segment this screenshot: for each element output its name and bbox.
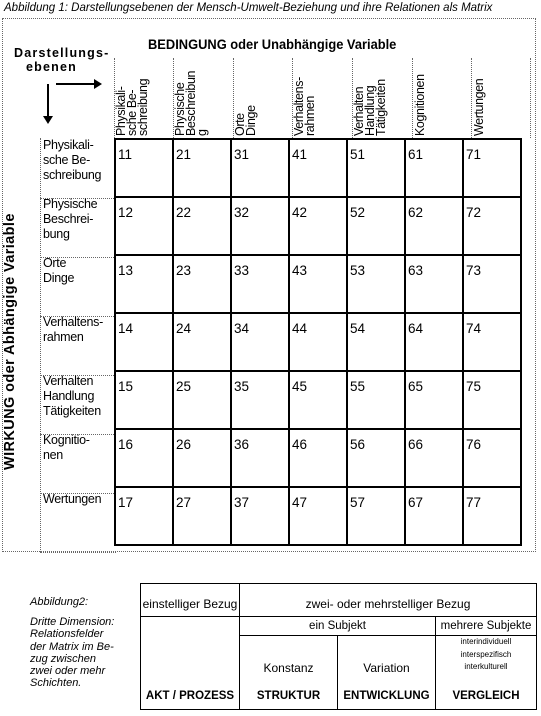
matrix-cell xyxy=(173,487,231,545)
description-line: zwei oder mehr xyxy=(30,665,106,678)
row-header-line: Tätigkeiten xyxy=(43,404,101,418)
cell-number: 54 xyxy=(350,321,366,336)
cell-number: 36 xyxy=(234,437,250,452)
matrix-row xyxy=(115,255,521,313)
cell-number: 15 xyxy=(118,379,134,394)
row-header xyxy=(43,138,115,183)
matrix-row xyxy=(115,313,521,371)
matrix-cell xyxy=(463,487,521,545)
row-header-line: Physische xyxy=(43,197,98,211)
matrix-cell xyxy=(405,487,463,545)
row-header-line: bung xyxy=(43,227,70,241)
matrix-cell xyxy=(347,139,405,197)
matrix-cell xyxy=(289,313,347,371)
matrix-cell xyxy=(115,487,173,545)
row-header-line: Handlung xyxy=(43,389,95,403)
cell-number: 16 xyxy=(118,437,134,452)
matrix-cell xyxy=(347,487,405,545)
cell-number: 55 xyxy=(350,379,366,394)
cell-number: 11 xyxy=(118,147,133,162)
cell-number: 45 xyxy=(292,379,308,394)
column-header xyxy=(415,16,475,136)
row-header-line: Verhaltens- xyxy=(43,315,103,329)
interspezifisch-label: interspezifisch xyxy=(460,650,512,659)
arrow-down-icon xyxy=(47,84,49,122)
cell-number: 62 xyxy=(408,205,424,220)
cell-number: 41 xyxy=(292,147,308,162)
cell-number: 75 xyxy=(466,379,482,394)
matrix-cell xyxy=(231,139,289,197)
row-header-line: Kognitio- xyxy=(43,433,90,447)
cell-number: 17 xyxy=(118,495,134,510)
cell-number: 37 xyxy=(234,495,250,510)
matrix-cell xyxy=(405,371,463,429)
column-header xyxy=(354,16,414,136)
column-header xyxy=(294,16,354,136)
matrix-cell xyxy=(347,313,405,371)
column-header-line: Physikali- xyxy=(114,86,128,136)
cell-number: 64 xyxy=(408,321,424,336)
column-header-line: Tätigkeiten xyxy=(374,79,388,136)
row-divider xyxy=(40,552,116,553)
cell-number: 26 xyxy=(176,437,192,452)
row-header xyxy=(43,256,115,286)
cell-number: 24 xyxy=(176,321,192,336)
column-header-line: Verhaltens- xyxy=(292,77,306,136)
matrix-cell xyxy=(231,487,289,545)
entwicklung-label: ENTWICKLUNG xyxy=(343,690,430,702)
row-header-line: Dinge xyxy=(43,271,75,285)
row-header-line: rahmen xyxy=(43,330,84,344)
mehrstellig-label: zwei- oder mehrstelliger Bezug xyxy=(305,597,471,611)
cell-number: 65 xyxy=(408,379,424,394)
matrix-cell xyxy=(289,197,347,255)
matrix-cell xyxy=(405,429,463,487)
cell-number: 63 xyxy=(408,263,424,278)
row-header-line: Physikali- xyxy=(43,138,94,152)
matrix-cell xyxy=(115,255,173,313)
independent-variable-label: BEDINGUNG oder Unabhängige Variable xyxy=(148,36,397,52)
column-header-line: Wertungen xyxy=(472,78,486,136)
column-header-line: sche Be- xyxy=(125,89,139,136)
corner-label-line1: Darstellungs- xyxy=(14,46,110,60)
mehrere-subjekte-label: mehrere Subjekte xyxy=(440,620,532,632)
cell-number: 42 xyxy=(292,205,308,220)
interindividuell-label: interindividuell xyxy=(460,637,512,646)
row-header-line: Beschrei- xyxy=(43,212,94,226)
row-header-line: Verhalten xyxy=(43,374,94,388)
matrix-cell xyxy=(463,255,521,313)
row-header-divider xyxy=(40,138,41,552)
matrix-row xyxy=(115,197,521,255)
matrix-cell xyxy=(463,139,521,197)
matrix-cell xyxy=(231,429,289,487)
row-header-line: nen xyxy=(43,448,63,462)
figure1-caption: Abbildung 1: Darstellungsebenen der Mensch-Umwelt-Beziehung und ihre Relationen als Matrix xyxy=(4,2,493,14)
matrix-cell xyxy=(115,313,173,371)
figure2-caption: Abbildung2: xyxy=(30,596,89,608)
column-header-line: schreibung xyxy=(136,78,150,136)
matrix-cell xyxy=(347,255,405,313)
cell-number: 31 xyxy=(234,147,250,162)
row-header-line: Wertungen xyxy=(43,492,102,506)
cell-number: 71 xyxy=(466,147,482,162)
column-header xyxy=(116,16,176,136)
matrix-cell xyxy=(173,139,231,197)
dependent-variable-label: WIRKUNG oder Abhängige Variable xyxy=(2,213,18,470)
matrix-cell xyxy=(463,313,521,371)
interkulturell-label: interkulturell xyxy=(464,662,508,671)
cell-number: 56 xyxy=(350,437,366,452)
matrix-cell xyxy=(289,139,347,197)
matrix-cell xyxy=(289,487,347,545)
konstanz-label: Konstanz xyxy=(263,661,314,675)
matrix-cell xyxy=(173,197,231,255)
cell-number: 35 xyxy=(234,379,250,394)
akt-prozess-label: AKT / PROZESS xyxy=(145,690,235,702)
matrix-cell xyxy=(405,255,463,313)
row-header-line: schreibung xyxy=(43,168,102,182)
matrix-cell xyxy=(231,371,289,429)
matrix-cell xyxy=(347,429,405,487)
column-header-line: Orte xyxy=(233,113,247,136)
description-line: Relationsfelder xyxy=(30,628,104,641)
matrix-cell xyxy=(115,371,173,429)
matrix-cell xyxy=(173,429,231,487)
dimension-table xyxy=(140,583,537,710)
row-header xyxy=(43,433,115,463)
cell-number: 21 xyxy=(176,147,192,162)
table-rule xyxy=(141,616,536,617)
matrix-cell xyxy=(405,197,463,255)
cell-number: 66 xyxy=(408,437,424,452)
column-header xyxy=(235,16,295,136)
column-header xyxy=(175,16,235,136)
cell-number: 13 xyxy=(118,263,134,278)
cell-number: 44 xyxy=(292,321,308,336)
variation-label: Variation xyxy=(363,661,410,675)
cell-number: 32 xyxy=(234,205,250,220)
matrix-cell xyxy=(405,313,463,371)
matrix-cell xyxy=(463,371,521,429)
column-header-line: g xyxy=(195,129,209,136)
cell-number: 43 xyxy=(292,263,308,278)
cell-number: 47 xyxy=(292,495,308,510)
matrix-row xyxy=(115,487,521,545)
arrow-right-icon xyxy=(56,83,100,85)
matrix-cell xyxy=(405,139,463,197)
matrix-cell xyxy=(231,197,289,255)
cell-number: 14 xyxy=(118,321,134,336)
row-header xyxy=(43,374,115,419)
column-header-line: Dinge xyxy=(244,105,258,136)
column-header-line: rahmen xyxy=(303,96,317,136)
cell-number: 22 xyxy=(176,205,192,220)
matrix-cell xyxy=(231,255,289,313)
description-line: Dritte Dimension: xyxy=(30,616,115,628)
cell-number: 53 xyxy=(350,263,366,278)
einstellig-label: einstelliger Bezug xyxy=(142,597,238,611)
row-header xyxy=(43,315,115,345)
matrix-cell xyxy=(463,429,521,487)
relation-matrix xyxy=(114,138,522,546)
matrix-row xyxy=(115,139,521,197)
cell-number: 57 xyxy=(350,495,366,510)
matrix-cell xyxy=(173,255,231,313)
cell-number: 77 xyxy=(466,495,482,510)
cell-number: 67 xyxy=(408,495,424,510)
cell-number: 12 xyxy=(118,205,134,220)
column-header-line: Verhalten xyxy=(352,86,366,136)
column-header-line: Handlung xyxy=(363,85,377,136)
cell-number: 61 xyxy=(408,147,424,162)
column-header xyxy=(474,16,534,136)
vergleich-label: VERGLEICH xyxy=(452,690,520,702)
matrix-cell xyxy=(289,371,347,429)
matrix-cell xyxy=(173,313,231,371)
matrix-cell xyxy=(173,371,231,429)
row-header-line: Orte xyxy=(43,256,67,270)
matrix-cell xyxy=(463,197,521,255)
matrix-row xyxy=(115,429,521,487)
matrix-cell xyxy=(347,371,405,429)
cell-number: 27 xyxy=(176,495,192,510)
cell-number: 25 xyxy=(176,379,192,394)
row-header-line: sche Be- xyxy=(43,153,90,167)
matrix-cell xyxy=(289,429,347,487)
cell-number: 74 xyxy=(466,321,482,336)
figure2-description xyxy=(30,616,114,690)
cell-number: 23 xyxy=(176,263,192,278)
column-header-line: Kognitionen xyxy=(413,74,427,136)
matrix-cell xyxy=(115,429,173,487)
corner-label-line2: ebenen xyxy=(26,60,77,74)
cell-number: 33 xyxy=(234,263,250,278)
matrix-cell xyxy=(115,139,173,197)
description-line: zug zwischen xyxy=(30,652,97,665)
cell-number: 51 xyxy=(350,147,366,162)
cell-number: 34 xyxy=(234,321,250,336)
cell-number: 72 xyxy=(466,205,482,220)
table-rule xyxy=(239,635,536,636)
cell-number: 46 xyxy=(292,437,308,452)
matrix-cell xyxy=(231,313,289,371)
cell-number: 52 xyxy=(350,205,366,220)
corner-label xyxy=(14,46,109,74)
struktur-label: STRUKTUR xyxy=(256,690,321,702)
matrix-cell xyxy=(347,197,405,255)
matrix-cell xyxy=(115,197,173,255)
row-header xyxy=(43,197,115,242)
column-header-line: Physische xyxy=(173,82,187,136)
matrix-cell xyxy=(289,255,347,313)
description-line: Schichten. xyxy=(30,677,82,690)
matrix-row xyxy=(115,371,521,429)
ein-subjekt-label: ein Subjekt xyxy=(309,620,366,632)
description-line: der Matrix im Be- xyxy=(30,640,114,653)
row-header xyxy=(43,492,115,507)
column-header-line: Beschreibun xyxy=(184,70,198,136)
cell-number: 73 xyxy=(466,263,482,278)
cell-number: 76 xyxy=(466,437,482,452)
